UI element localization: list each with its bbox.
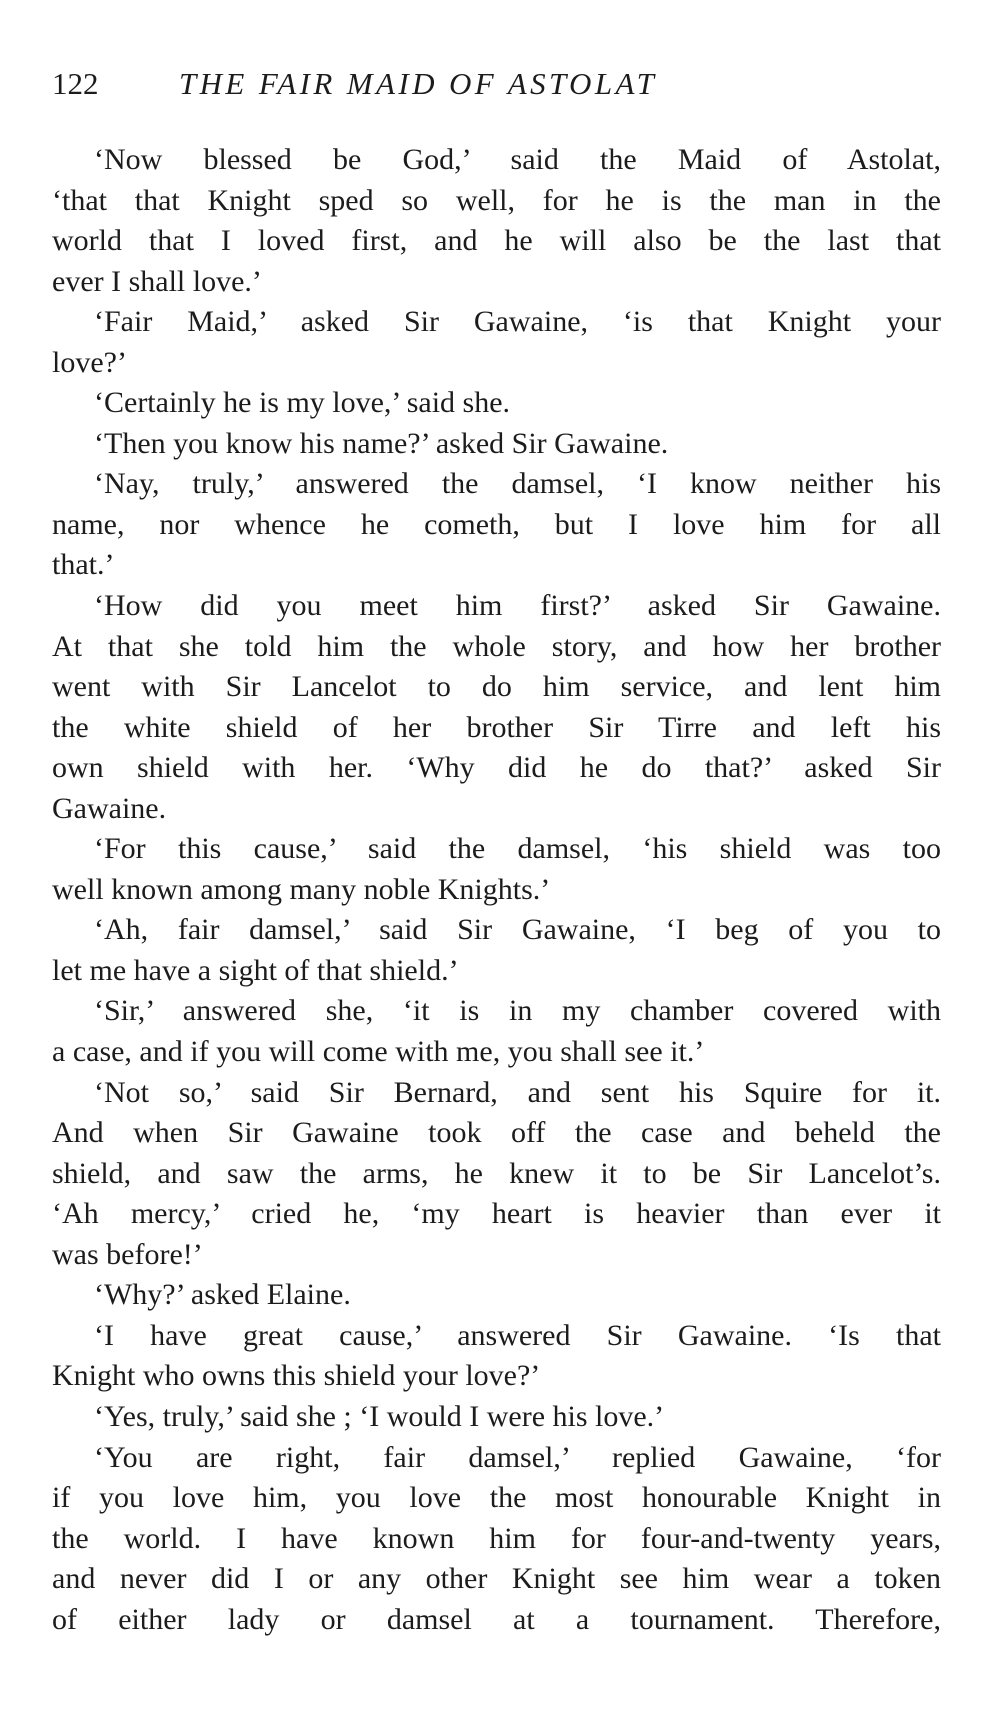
- text-line: name, nor whence he cometh, but I love him for all: [52, 507, 941, 541]
- text-line: love?’: [52, 345, 127, 379]
- text-line: the white shield of her brother Sir Tirre and left his: [52, 710, 941, 744]
- text-line: was before!’: [52, 1237, 203, 1271]
- text-line: ‘Yes, truly,’ said she ; ‘I would I were his love.’: [94, 1399, 665, 1433]
- running-head: [52, 64, 952, 104]
- text-line: went with Sir Lancelot to do him service, and lent him: [52, 670, 941, 704]
- text-line: ‘Now blessed be God,’ said the Maid of Astolat,: [94, 143, 941, 176]
- text-line: ‘Not so,’ said Sir Bernard, and sent his Squire for it.: [94, 1075, 941, 1109]
- text-line: a case, and if you will come with me, you shall see it.’: [52, 1035, 705, 1069]
- text-line: of either lady or damsel at a tournament. Therefore,: [52, 1602, 941, 1636]
- text-line: And when Sir Gawaine took off the case and beheld the: [52, 1116, 941, 1150]
- page-number: 122: [52, 66, 99, 101]
- body-text: [52, 140, 941, 1640]
- text-line: let me have a sight of that shield.’: [52, 953, 459, 987]
- text-line: ‘You are right, fair damsel,’ replied Gawaine, ‘for: [94, 1440, 941, 1474]
- text-line: own shield with her. ‘Why did he do that?’ asked Sir: [52, 751, 941, 785]
- text-line: world that I loved first, and he will also be the last that: [52, 224, 941, 258]
- text-line: ‘For this cause,’ said the damsel, ‘his shield was too: [94, 832, 941, 866]
- running-title: THE FAIR MAID OF ASTOLAT: [179, 66, 658, 101]
- text-line: At that she told him the whole story, and how her brother: [52, 629, 941, 663]
- text-line: ‘that that Knight sped so well, for he is the man in the: [52, 183, 941, 217]
- text-line: Knight who owns this shield your love?’: [52, 1359, 541, 1393]
- text-line: well known among many noble Knights.’: [52, 872, 551, 906]
- text-line: ‘Fair Maid,’ asked Sir Gawaine, ‘is that Knight your: [94, 305, 941, 339]
- text-line: ‘Nay, truly,’ answered the damsel, ‘I know neither his: [94, 467, 941, 501]
- text-line: and never did I or any other Knight see him wear a token: [52, 1562, 941, 1596]
- text-line: ‘How did you meet him first?’ asked Sir Gawaine.: [94, 589, 941, 623]
- text-line: the world. I have known him for four-and-twenty years,: [52, 1521, 941, 1555]
- text-line: ‘Sir,’ answered she, ‘it is in my chamber covered with: [94, 994, 941, 1028]
- text-line: ‘Then you know his name?’ asked Sir Gawaine.: [94, 426, 669, 460]
- text-line: ‘Certainly he is my love,’ said she.: [94, 386, 511, 420]
- text-line: ever I shall love.’: [52, 264, 262, 298]
- text-line: Gawaine.: [52, 791, 167, 825]
- text-line: ‘Ah mercy,’ cried he, ‘my heart is heavier than ever it: [52, 1197, 941, 1231]
- text-line: ‘Why?’ asked Elaine.: [94, 1278, 351, 1312]
- text-line: ‘Ah, fair damsel,’ said Sir Gawaine, ‘I beg of you to: [94, 913, 941, 947]
- text-line: shield, and saw the arms, he knew it to be Sir Lancelot’s.: [52, 1156, 941, 1190]
- text-line: if you love him, you love the most honourable Knight in: [52, 1481, 941, 1515]
- text-line: ‘I have great cause,’ answered Sir Gawaine. ‘Is that: [94, 1318, 941, 1352]
- text-line: that.’: [52, 548, 115, 582]
